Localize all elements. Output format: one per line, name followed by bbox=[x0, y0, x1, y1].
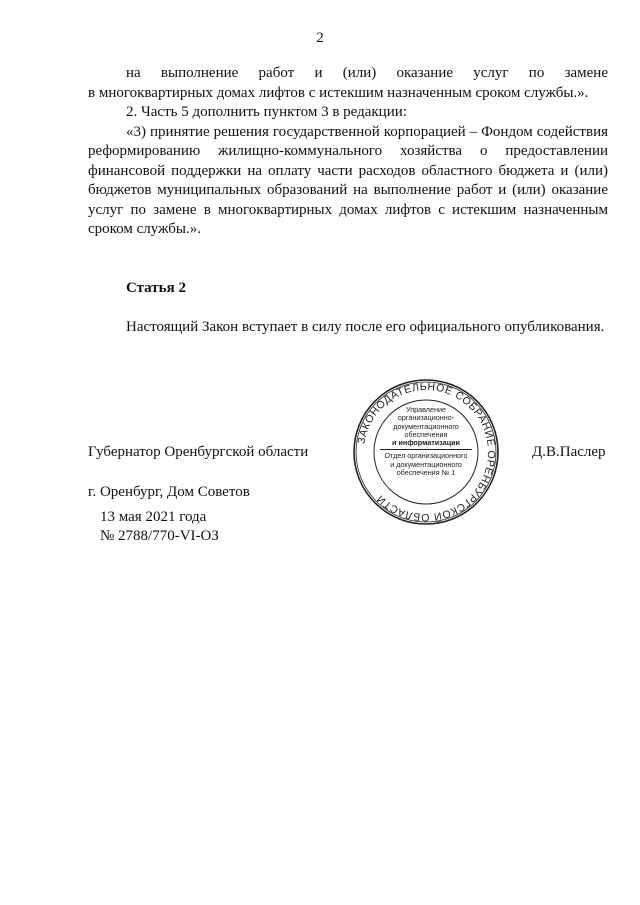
seal-line-8: обеспечения № 1 bbox=[396, 468, 456, 478]
seal-inner-text bbox=[380, 406, 472, 477]
signature-place: г. Оренбург, Дом Советов bbox=[88, 484, 250, 500]
law-number: № 2788/770-VI-ОЗ bbox=[100, 528, 219, 544]
signature-date-block bbox=[100, 508, 219, 546]
seal-line-3: документационного bbox=[393, 421, 459, 431]
official-seal bbox=[352, 378, 500, 526]
signature-name: Д.В.Паслер bbox=[532, 444, 606, 460]
seal-line-4: обеспечения bbox=[404, 429, 448, 439]
page-number: 2 bbox=[316, 30, 324, 46]
paragraph-2: 2. Часть 5 дополнить пунктом 3 в редакции: bbox=[126, 104, 407, 120]
seal-line-7: и документационного bbox=[390, 459, 462, 469]
seal-ring-text: ЗАКОНОДАТЕЛЬНОЕ СОБРАНИЕ ОРЕНБУРГСКОЙ ОБЛАСТИ bbox=[355, 380, 498, 524]
signature-date: 13 мая 2021 года bbox=[100, 509, 207, 525]
paragraph-4: Настоящий Закон вступает в силу после его официального опубликования. bbox=[126, 318, 605, 335]
seal-line-1: Управление bbox=[406, 405, 446, 414]
article-2-title: Статья 2 bbox=[126, 279, 186, 296]
paragraph-3: «3) принятие решения государственной корпорацией – Фондом содействия реформированию жилищно-коммунального хозяйства о предоставлении финансовой поддержки на оплату части расходов областного бюджета и (или) бюджетов муниципальных образований на выполнение работ и (или) оказание услуг по замене в многоквартирных домах лифтов с истекшим назначенным сроком службы.». bbox=[88, 123, 608, 237]
paragraph-1-line-1: на выполнение работ и (или) оказание услуг по замене bbox=[126, 65, 608, 81]
paragraph-1-line-2: в многоквартирных домах лифтов с истекшим назначенным сроком службы.». bbox=[88, 84, 589, 101]
seal-line-2: организационно- bbox=[397, 413, 455, 423]
seal-line-6: Отдел организационного bbox=[384, 451, 468, 461]
signature-position: Губернатор Оренбургской области bbox=[88, 444, 309, 460]
seal-line-5: и информатизации bbox=[392, 438, 460, 448]
document-body bbox=[88, 64, 608, 337]
seal-divider bbox=[380, 449, 472, 450]
